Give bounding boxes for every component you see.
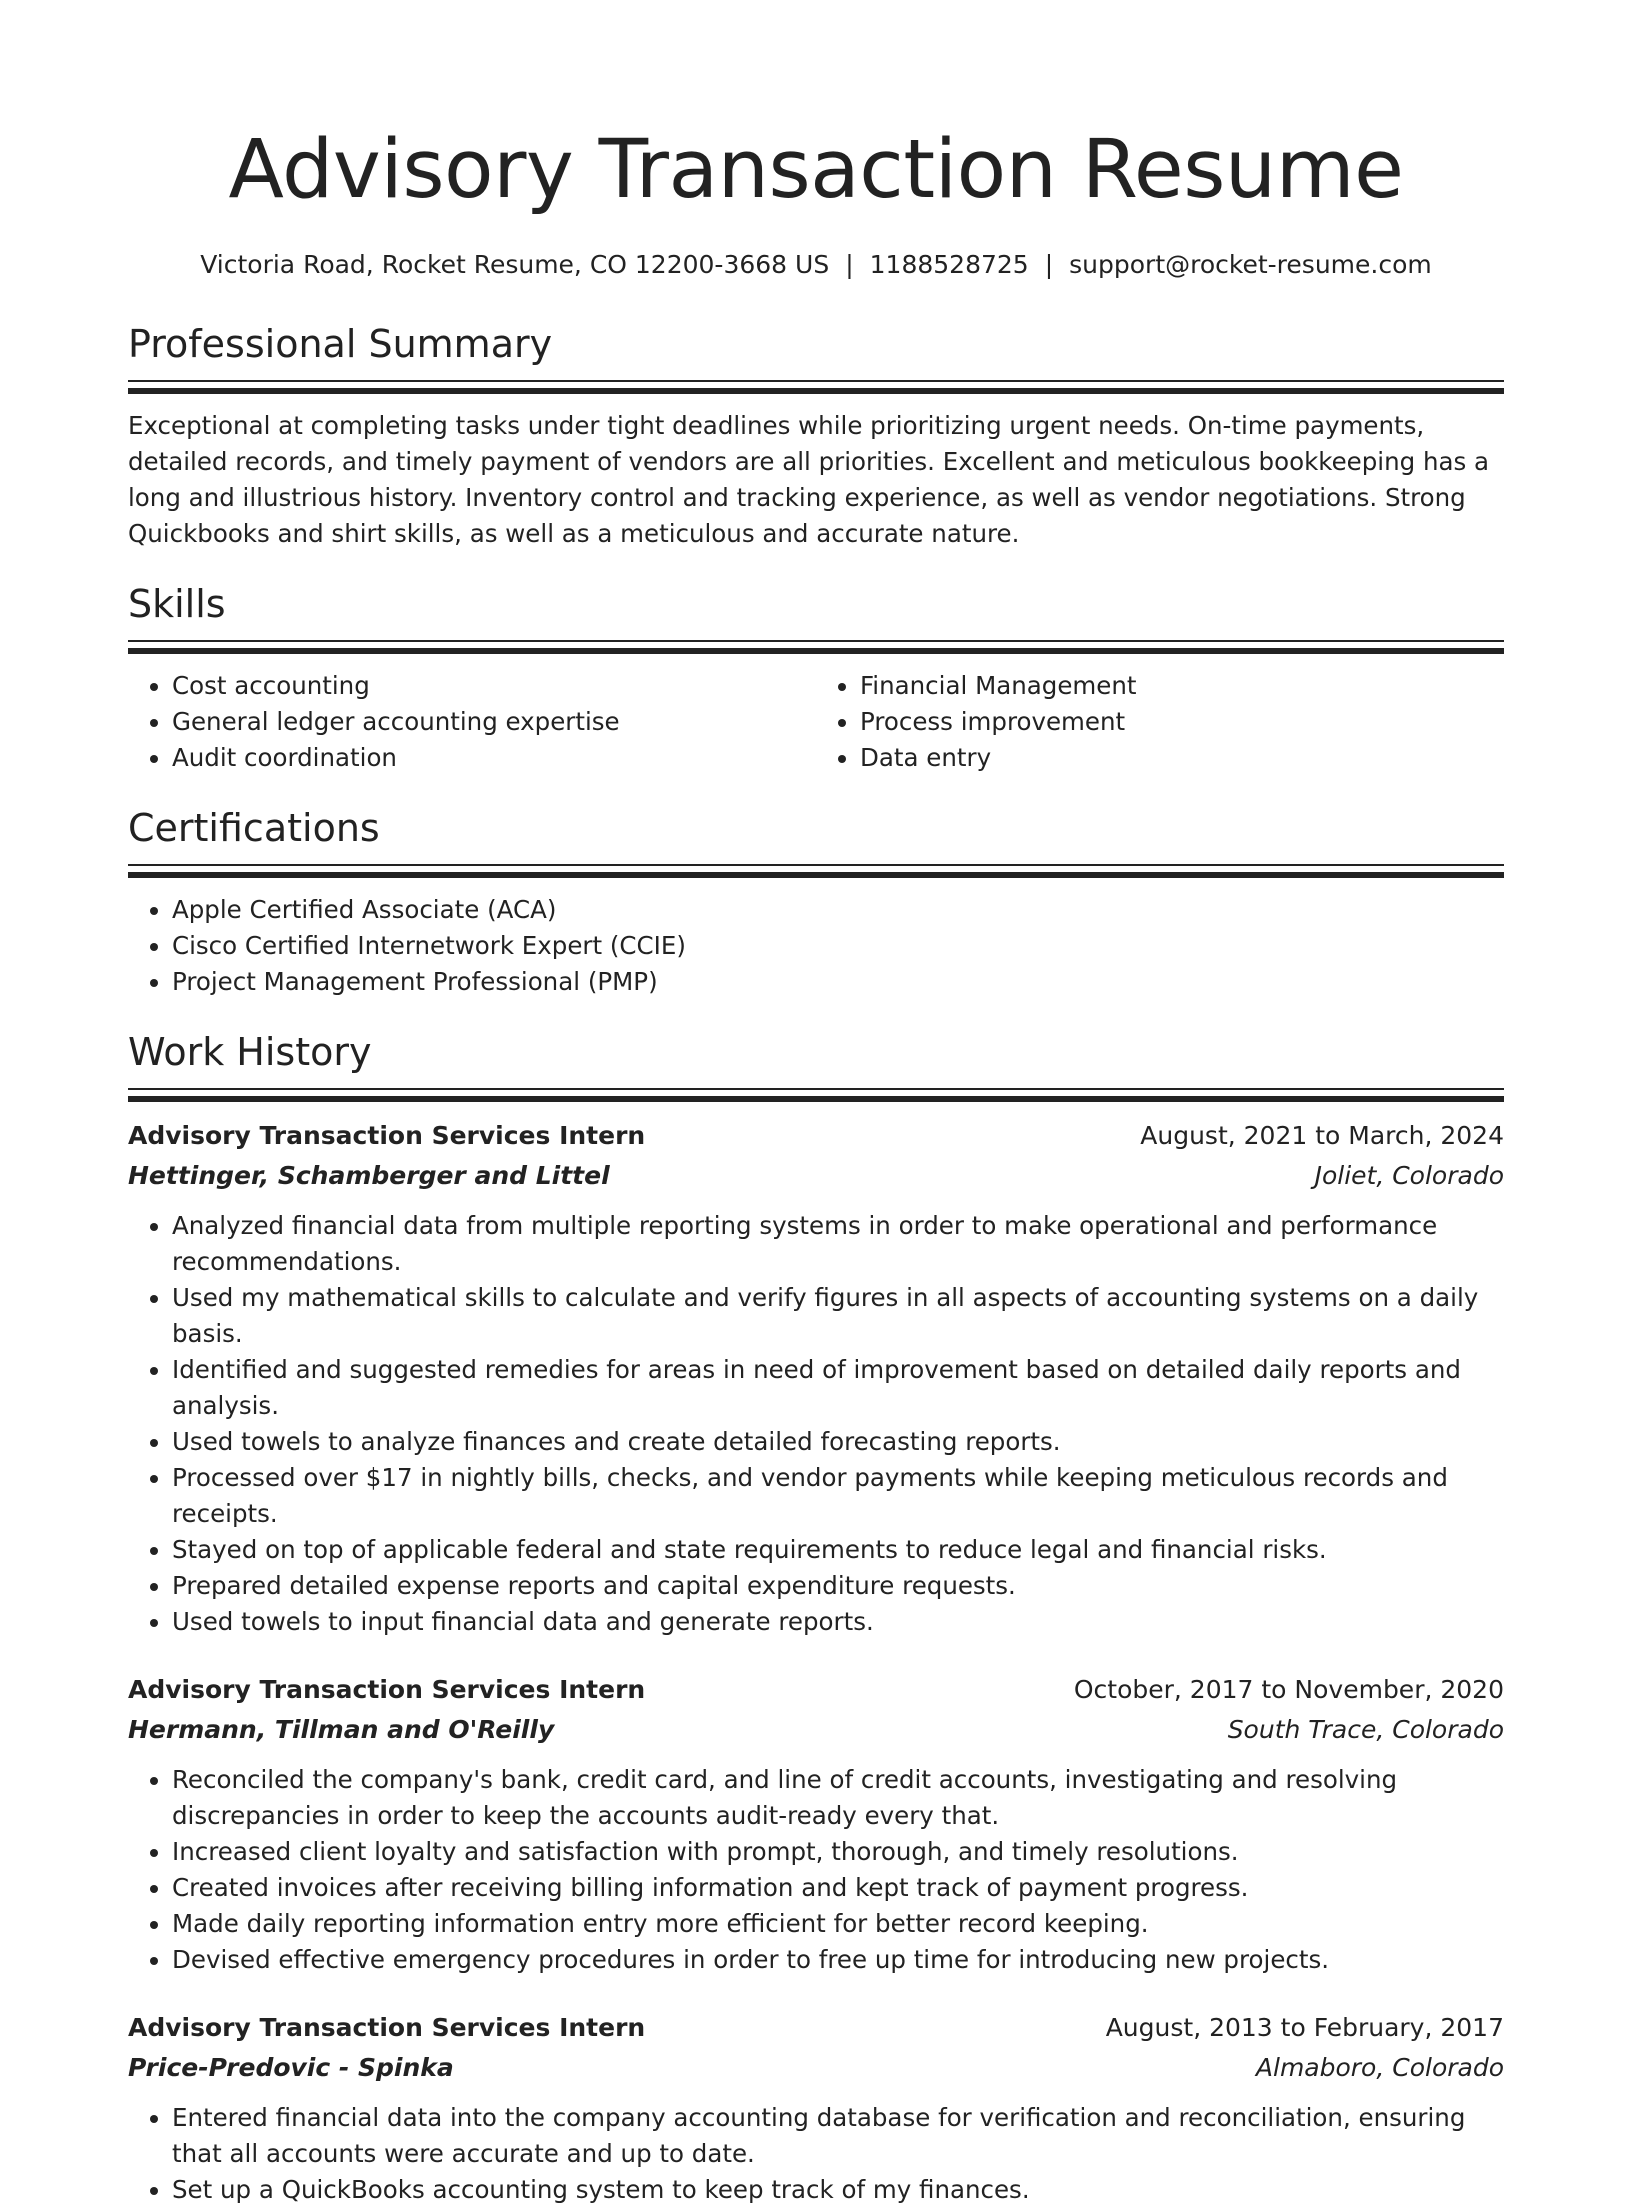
list-item: • Data entry	[860, 740, 1504, 776]
list-item: • Devised effective emergency procedures in order to free up time for introducing new projects.	[172, 1942, 1504, 1978]
list-item: • Made daily reporting information entry more efficient for better record keeping.	[172, 1906, 1504, 1942]
list-item: • Audit coordination	[172, 740, 816, 776]
job-title: Advisory Transaction Services Intern	[128, 1675, 646, 1704]
contact-separator: |	[845, 250, 854, 279]
list-item: • Used towels to input financial data and generate reports.	[172, 1604, 1504, 1640]
skills-heading: Skills	[128, 582, 226, 626]
list-item: • Process improvement	[860, 704, 1504, 740]
job-company: Hettinger, Schamberger and Littel	[128, 1161, 610, 1190]
work-section	[128, 1028, 1504, 2208]
job-bullets	[128, 1762, 1504, 1978]
list-item: • Cost accounting	[172, 668, 816, 704]
job-header	[128, 1670, 1504, 1710]
skills-section	[128, 580, 1504, 776]
list-item: • Reconciled the company's bank, credit card, and line of credit accounts, investigating and resolving discrepancies in order to keep the accounts audit-ready every that.	[172, 1762, 1504, 1834]
list-item: • Cisco Certified Internetwork Expert (CCIE)	[172, 928, 1504, 964]
job-header	[128, 1116, 1504, 1156]
list-item: • Apple Certified Associate (ACA)	[172, 892, 1504, 928]
summary-heading: Professional Summary	[128, 322, 553, 366]
list-item: • Processed over $17 in nightly bills, checks, and vendor payments while keeping meticulous records and receipts.	[172, 1460, 1504, 1532]
job-dates: October, 2017 to November, 2020	[1073, 1675, 1504, 1704]
job-dates: August, 2013 to February, 2017	[1105, 2013, 1504, 2042]
contact-line	[128, 248, 1504, 282]
job-location: Joliet, Colorado	[1314, 1161, 1504, 1190]
job-bullets	[128, 1208, 1504, 1640]
job-title: Advisory Transaction Services Intern	[128, 1121, 646, 1150]
summary-text: Exceptional at completing tasks under tight deadlines while prioritizing urgent needs. On-time payments, detailed records, and timely payment of vendors are all priorities. Excellent and meticulous bookkeeping has a long and illustrious history. Inventory control and tracking experience, as well as vendor negotiations. Strong Quickbooks and shirt skills, as well as a meticulous and accurate nature.	[128, 411, 1490, 548]
section-divider	[128, 380, 1504, 394]
job-company: Hermann, Tillman and O'Reilly	[128, 1715, 555, 1744]
contact-email: support@rocket-resume.com	[1069, 250, 1432, 279]
list-item: • General ledger accounting expertise	[172, 704, 816, 740]
summary-section	[128, 320, 1504, 552]
job-subheader	[128, 1710, 1504, 1750]
contact-separator: |	[1044, 250, 1054, 279]
contact-address: Victoria Road, Rocket Resume, CO 12200-3668 US	[200, 250, 830, 279]
skills-right-list	[816, 668, 1504, 776]
list-item: • Used my mathematical skills to calculate and verify figures in all aspects of accounting systems on a daily basis.	[172, 1280, 1504, 1352]
job-location: South Trace, Colorado	[1227, 1715, 1504, 1744]
section-divider	[128, 1088, 1504, 1102]
job-bullets	[128, 2100, 1504, 2208]
list-item: • Entered financial data into the company accounting database for verification and reconciliation, ensuring that all accounts were accurate and up to date.	[172, 2100, 1504, 2172]
certifications-section	[128, 804, 1504, 1000]
list-item: • Stayed on top of applicable federal and state requirements to reduce legal and financial risks.	[172, 1532, 1504, 1568]
list-item: • Prepared detailed expense reports and capital expenditure requests.	[172, 1568, 1504, 1604]
job-entry	[128, 1670, 1504, 1978]
job-subheader	[128, 1156, 1504, 1196]
list-item: • Identified and suggested remedies for areas in need of improvement based on detailed daily reports and analysis.	[172, 1352, 1504, 1424]
list-item: • Increased client loyalty and satisfaction with prompt, thorough, and timely resolutions.	[172, 1834, 1504, 1870]
list-item: • Set up a QuickBooks accounting system to keep track of my finances.	[172, 2172, 1504, 2208]
section-divider	[128, 640, 1504, 654]
job-title: Advisory Transaction Services Intern	[128, 2013, 646, 2042]
job-entry	[128, 1116, 1504, 1640]
list-item: • Project Management Professional (PMP)	[172, 964, 1504, 1000]
contact-phone: 1188528725	[869, 250, 1029, 279]
skills-columns	[128, 668, 1504, 776]
job-header	[128, 2008, 1504, 2048]
job-subheader	[128, 2048, 1504, 2088]
list-item: • Created invoices after receiving billing information and kept track of payment progress.	[172, 1870, 1504, 1906]
certifications-list	[128, 892, 1504, 1000]
resume-title: Advisory Transaction Resume	[228, 123, 1404, 217]
job-location: Almaboro, Colorado	[1255, 2053, 1504, 2082]
job-dates: August, 2021 to March, 2024	[1140, 1121, 1504, 1150]
work-heading: Work History	[128, 1030, 372, 1074]
list-item: • Analyzed financial data from multiple reporting systems in order to make operational and performance recommendations.	[172, 1208, 1504, 1280]
job-entry	[128, 2008, 1504, 2208]
section-divider	[128, 864, 1504, 878]
list-item: • Financial Management	[860, 668, 1504, 704]
job-company: Price-Predovic - Spinka	[128, 2053, 454, 2082]
list-item: • Used towels to analyze finances and create detailed forecasting reports.	[172, 1424, 1504, 1460]
skills-left-list	[128, 668, 816, 776]
certifications-heading: Certifications	[128, 806, 380, 850]
